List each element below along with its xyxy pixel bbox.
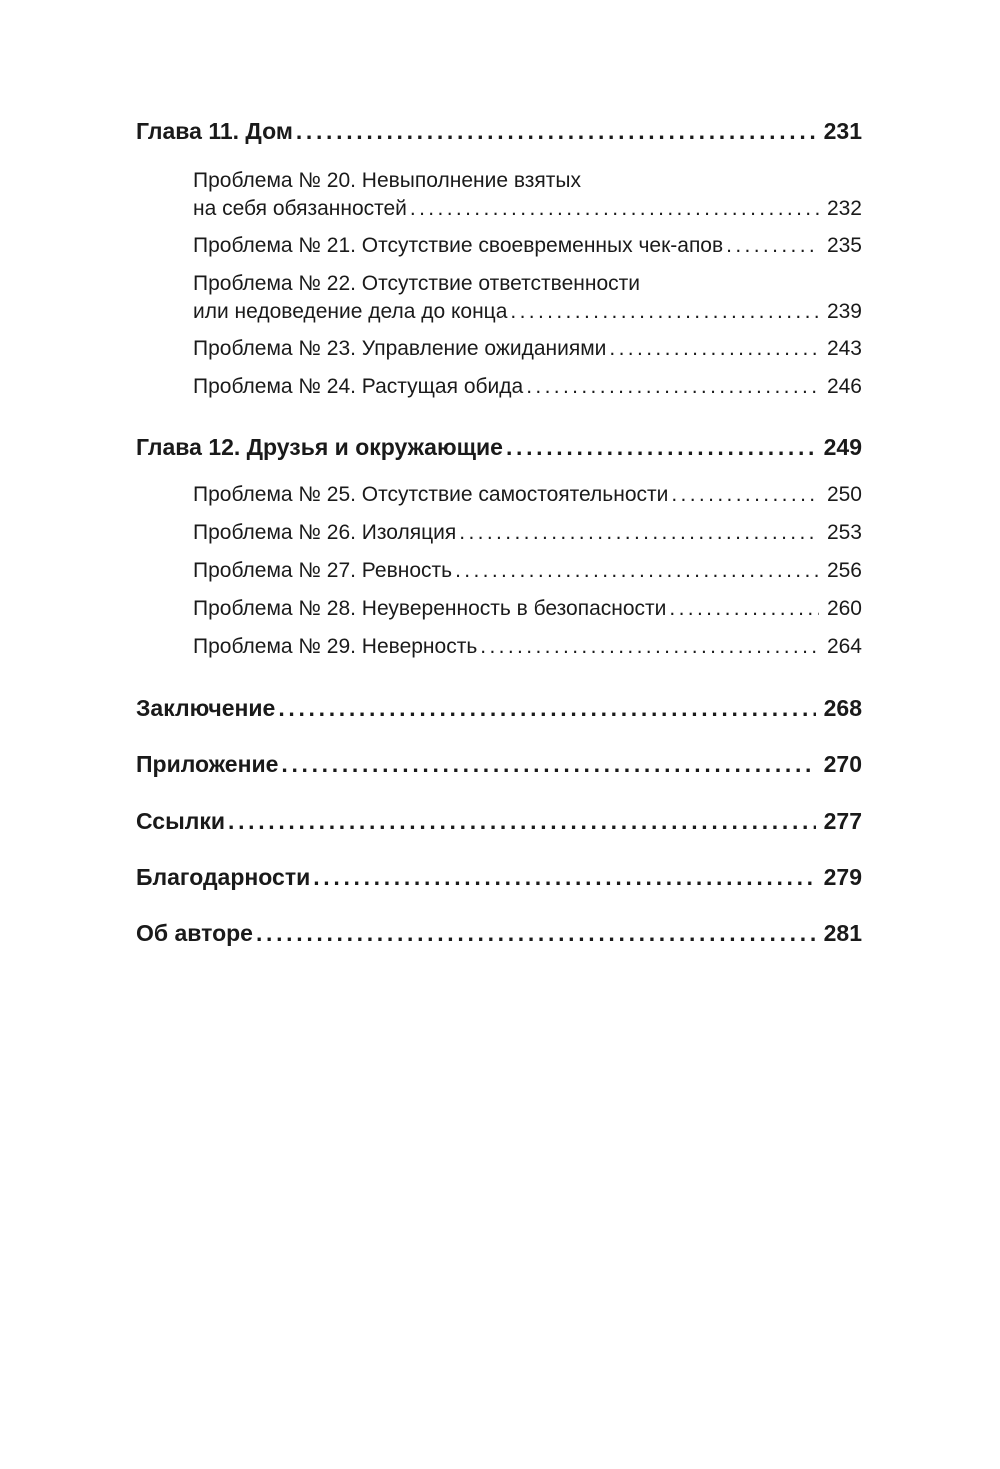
- toc-problem-20[interactable]: [193, 197, 862, 221]
- toc-page-number: 239: [826, 300, 862, 323]
- toc-entry-label: Проблема № 26. Изоляция: [193, 521, 457, 544]
- toc-entry-label: Благодарности: [136, 864, 311, 890]
- toc-problem-21[interactable]: [193, 234, 862, 258]
- dot-leader: [278, 695, 815, 722]
- toc-problem-27[interactable]: [193, 559, 862, 583]
- toc-entry-label: Приложение: [136, 751, 279, 777]
- dot-leader: [526, 375, 819, 399]
- toc-entry-label: Проблема № 25. Отсутствие самостоятельности: [193, 483, 669, 506]
- toc-page-number: 232: [826, 197, 862, 220]
- dot-leader: [669, 597, 819, 621]
- toc-page-number: 281: [823, 920, 862, 946]
- toc-page-number: 231: [823, 118, 862, 144]
- toc-page-number: 250: [826, 483, 862, 506]
- dot-leader: [296, 118, 816, 145]
- toc-entry-label-line2: или недоведение дела до конца: [193, 300, 508, 323]
- toc-problem-28[interactable]: [193, 597, 862, 621]
- toc-entry-label-line2: на себя обязанностей: [193, 197, 407, 220]
- dot-leader: [313, 864, 815, 891]
- toc-entry-label: Проблема № 21. Отсутствие своевременных чек-апов: [193, 234, 724, 257]
- toc-page-number: 256: [826, 559, 862, 582]
- toc-entry-label: Проблема № 27. Ревность: [193, 559, 453, 582]
- toc-page-number: 268: [823, 695, 862, 721]
- toc-problem-23[interactable]: [193, 337, 862, 361]
- toc-chapter-12[interactable]: [136, 434, 862, 461]
- toc-page-number: 235: [826, 234, 862, 257]
- toc-problem-22[interactable]: [193, 300, 862, 324]
- dot-leader: [281, 751, 815, 778]
- toc-page-number: 260: [826, 597, 862, 620]
- dot-leader: [726, 234, 819, 258]
- toc-problem-29[interactable]: [193, 635, 862, 659]
- toc-appendix[interactable]: [136, 751, 862, 778]
- toc-problem-24[interactable]: [193, 375, 862, 399]
- toc-entry-label: Проблема № 24. Растущая обида: [193, 375, 524, 398]
- toc-entry-label: Заключение: [136, 695, 276, 721]
- toc-about-author[interactable]: [136, 920, 862, 947]
- toc-page-number: 264: [826, 635, 862, 658]
- toc-page-number: 279: [823, 864, 862, 890]
- dot-leader: [256, 920, 816, 947]
- dot-leader: [671, 483, 819, 507]
- toc-chapter-11[interactable]: [136, 118, 862, 145]
- toc-conclusion[interactable]: [136, 695, 862, 722]
- dot-leader: [228, 808, 816, 835]
- toc-page-number: 243: [826, 337, 862, 360]
- toc-entry-label: Проблема № 28. Неуверенность в безопасности: [193, 597, 667, 620]
- toc-acknowledgements[interactable]: [136, 864, 862, 891]
- dot-leader: [506, 434, 816, 461]
- dot-leader: [510, 300, 819, 324]
- toc-problem-26[interactable]: [193, 521, 862, 545]
- toc-entry-label-line1: Проблема № 20. Невыполнение взятых: [193, 169, 581, 192]
- toc-page-number: 246: [826, 375, 862, 398]
- toc-entry-label: Проблема № 23. Управление ожиданиями: [193, 337, 607, 360]
- toc-entry-label: Ссылки: [136, 808, 226, 834]
- dot-leader: [459, 521, 819, 545]
- toc-page-number: 270: [823, 751, 862, 777]
- toc-entry-label: Проблема № 29. Неверность: [193, 635, 478, 658]
- toc-page-number: 249: [823, 434, 862, 460]
- toc-entry-label: Глава 12. Друзья и окружающие: [136, 434, 503, 460]
- dot-leader: [609, 337, 819, 361]
- dot-leader: [410, 197, 819, 221]
- toc-problem-25[interactable]: [193, 483, 862, 507]
- toc-entry-label: Глава 11. Дом: [136, 118, 293, 144]
- toc-page-number: 253: [826, 521, 862, 544]
- toc-entry-label-line1: Проблема № 22. Отсутствие ответственности: [193, 272, 640, 295]
- toc-references[interactable]: [136, 808, 862, 835]
- toc-entry-label: Об авторе: [136, 920, 253, 946]
- dot-leader: [455, 559, 819, 583]
- toc-page-number: 277: [823, 808, 862, 834]
- dot-leader: [480, 635, 819, 659]
